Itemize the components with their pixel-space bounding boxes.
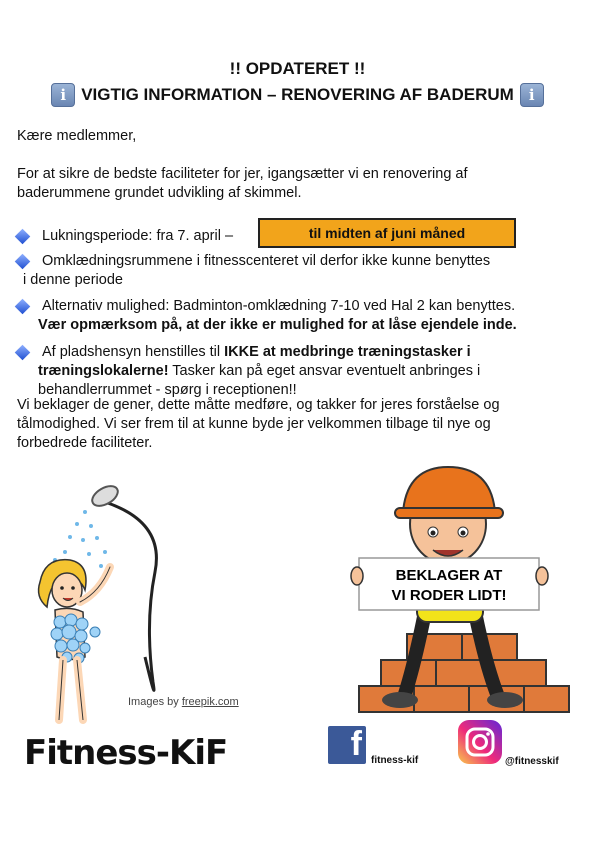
bullet-changing-rooms xyxy=(17,252,577,290)
bullet-text xyxy=(42,343,577,362)
sign-line-2: VI RODER LIDT! xyxy=(391,587,507,604)
bullet-text: Alternativ mulighed: Badminton-omklædning 7-10 ved Hal 2 kan benyttes. xyxy=(42,298,516,314)
facebook-icon[interactable]: f xyxy=(328,726,366,764)
bullet-text xyxy=(38,362,577,381)
closing-line: Vi beklager de gener, dette måtte medføre, og takker for jeres forståelse og xyxy=(17,397,500,413)
bullet-text-bold: træningslokalerne! xyxy=(38,363,169,379)
intro-paragraph: For at sikre de bedste faciliteter for jer, igangsætter vi en renovering af baderummene grundet udvikling af skimmel. xyxy=(17,166,468,201)
bullet-text: behandlerrummet - spørg i receptionen!! xyxy=(38,382,297,398)
credit-link[interactable]: freepik.com xyxy=(181,696,239,708)
instagram-glyph-icon xyxy=(458,720,502,764)
bullet-alternative xyxy=(17,297,577,335)
fitness-kif-logo: Fitness-KiF xyxy=(24,733,228,773)
facebook-handle[interactable]: fitness-kif xyxy=(371,755,419,766)
bullet-bags xyxy=(17,343,577,400)
closing-line: tålmodighed. Vi ser frem til at kunne byde jer velkommen tilbage til nye og xyxy=(17,416,491,432)
bullet-text-part: Tasker kan på eget ansvar eventuelt anbringes i xyxy=(168,363,481,379)
image-credit xyxy=(128,696,239,708)
bullet-text: Lukningsperiode: fra 7. april – xyxy=(42,228,234,244)
greeting: Kære medlemmer, xyxy=(17,128,137,144)
page-title xyxy=(0,83,595,107)
bullet-text-part: Af pladshensyn henstilles til xyxy=(42,344,225,360)
bullet-text-bold: IKKE at medbringe træningstasker i xyxy=(224,344,471,360)
construction-worker-illustration xyxy=(345,462,575,717)
info-icon: i xyxy=(520,83,544,107)
highlight-period: til midten af juni måned xyxy=(258,218,516,248)
sign-line-1: BEKLAGER AT xyxy=(395,567,503,584)
bullet-diamond-icon xyxy=(15,254,31,270)
page-title-text: VIGTIG INFORMATION – RENOVERING AF BADERUM xyxy=(81,85,514,104)
closing-paragraph xyxy=(17,396,577,453)
bullet-text: i denne periode xyxy=(23,272,123,288)
bullet-text: Omklædningsrummene i fitnesscenteret vil derfor ikke kunne benyttes xyxy=(42,253,491,269)
shower-woman-illustration xyxy=(25,482,175,732)
instagram-icon[interactable] xyxy=(458,720,502,764)
bullet-diamond-icon xyxy=(15,229,31,245)
bullet-text-bold: Vær opmærksom på, at der ikke er mulighed for at låse ejendele inde. xyxy=(38,317,517,333)
closing-line: forbedrede faciliteter. xyxy=(17,435,153,451)
credit-prefix: Images by xyxy=(128,696,182,708)
updated-heading: !! OPDATERET !! xyxy=(229,59,366,78)
info-icon: i xyxy=(51,83,75,107)
bullet-diamond-icon xyxy=(15,345,31,361)
bullet-diamond-icon xyxy=(15,299,31,315)
instagram-handle[interactable]: @fitnesskif xyxy=(505,756,559,767)
